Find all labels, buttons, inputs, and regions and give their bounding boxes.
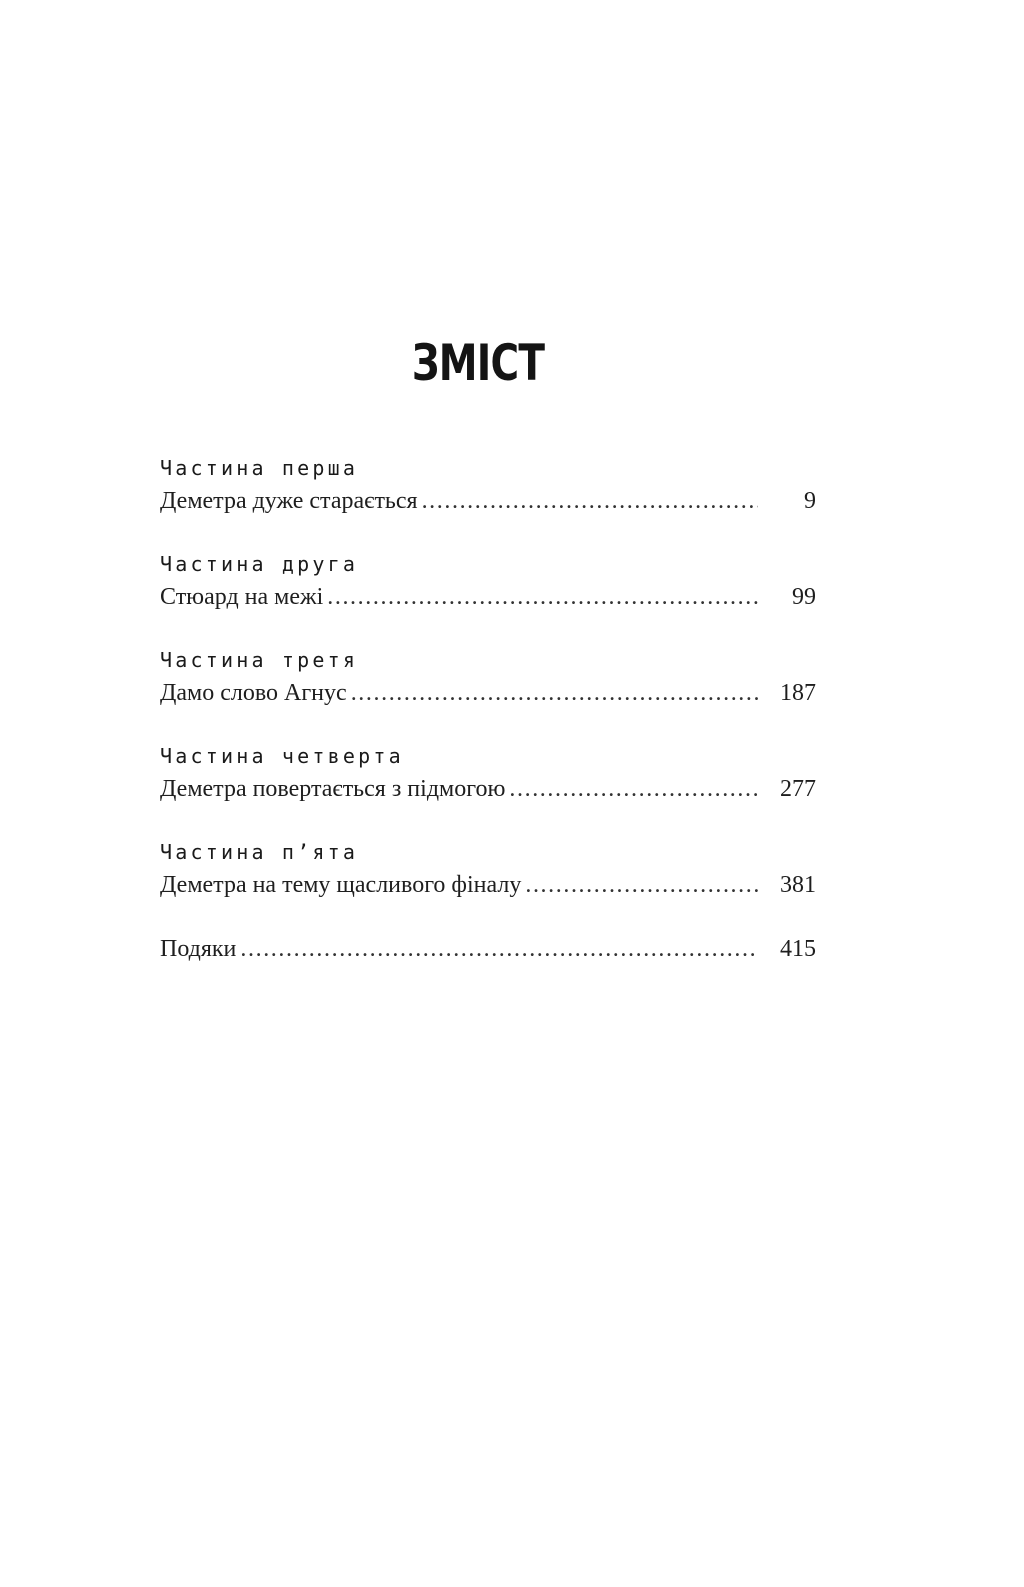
entry-title: Деметра дуже старається: [160, 488, 418, 514]
toc-entry-acknowledgements[interactable]: [160, 932, 816, 966]
dot-leader: [327, 580, 758, 614]
toc-entry[interactable]: [160, 772, 816, 806]
dot-leader: [509, 772, 758, 806]
part-label: Частина четверта: [160, 744, 404, 768]
table-of-contents: [160, 452, 816, 966]
entry-title: Деметра на тему щасливого фіналу: [160, 872, 522, 898]
page-number: 187: [780, 680, 816, 706]
toc-part: [160, 740, 816, 836]
page-title: ЗМІСТ: [411, 334, 545, 392]
toc-entry[interactable]: [160, 868, 816, 902]
dot-leader: [422, 484, 758, 518]
page-number: 277: [780, 776, 816, 802]
toc-entry[interactable]: [160, 484, 816, 518]
dot-leader: [525, 868, 758, 902]
page-number: 99: [792, 584, 816, 610]
toc-entry[interactable]: [160, 580, 816, 614]
toc-part: [160, 644, 816, 740]
toc-part: [160, 548, 816, 644]
part-label: Частина п’ята: [160, 840, 359, 864]
entry-title: Деметра повертається з підмогою: [160, 776, 506, 802]
entry-title: Стюард на межі: [160, 584, 324, 610]
page-number: 415: [780, 936, 816, 962]
toc-part: [160, 836, 816, 932]
entry-title: Дамо слово Агнус: [160, 680, 347, 706]
part-label: Частина третя: [160, 648, 359, 672]
toc-part: [160, 452, 816, 548]
entry-title: Подяки: [160, 936, 237, 962]
dot-leader: [240, 932, 758, 966]
part-label: Частина друга: [160, 552, 359, 576]
page-number: 381: [780, 872, 816, 898]
toc-entry[interactable]: [160, 676, 816, 710]
part-label: Частина перша: [160, 456, 359, 480]
dot-leader: [351, 676, 758, 710]
page-number: 9: [804, 488, 816, 514]
